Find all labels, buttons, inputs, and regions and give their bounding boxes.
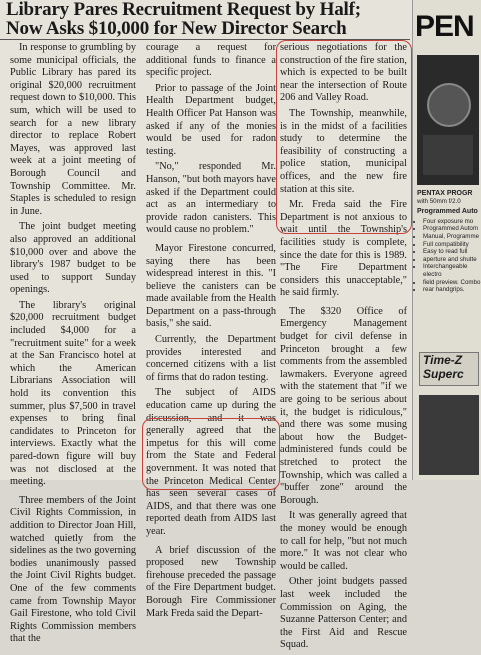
ad-bullet: • Easy to read full: [423, 248, 481, 256]
ad-bullet: • Manual, Programme: [423, 233, 481, 241]
ad-bullet: • Programmed Autom: [423, 225, 481, 233]
paragraph: A brief discussion of the proposed new Township firehouse preceded the passage of the Fire Department budget. Borough Fire Commissioner Mark Freda said the Depart-: [146, 544, 276, 619]
camera-photo: [417, 55, 479, 185]
ad2-line-1: Time-Z: [423, 353, 463, 367]
headline-rule: [0, 39, 410, 40]
headline-line-2: Now Asks $10,000 for New Director Search: [6, 18, 347, 39]
paragraph: The Township, meanwhile, is in the midst of a facilities study to determine the feasibility of constructing a police station, municipal offices, and the new fire station at this site.: [280, 107, 407, 195]
ad2-line-2: Superc: [423, 367, 464, 381]
paragraph: Three members of the Joint Civil Rights Commission, in addition to Director Joan Hill, watched quietly from the sidelines as the two governing bodies unanimously passed the Joint Civil Rights budget. One of the few comments came from Township Mayor Gail Firestone, who told Civil Rights Commission members that the: [10, 494, 136, 645]
paragraph: "No," responded Mr. Hanson, "but both mayors have asked if the Department could act as an intermediary to provide radon canisters. This would cause no problem.": [146, 161, 276, 236]
paragraph: The subject of AIDS education came up during the discussion, and it was generally agreed that the impetus for this will come from the State and Federal government. It was noted that the Princeton Medical Center has seen several cases of AIDS, and that there was one reported death from AIDS last year.: [146, 387, 276, 537]
paragraph: Currently, the Department provides interested and concerned citizens with a list of firms that do radon testing.: [146, 334, 276, 383]
ad-photo: [419, 395, 479, 475]
paragraph: Prior to passage of the Joint Health Department budget, Health Officer Pat Hanson was asked if any of the monies would be used for radon testing.: [146, 82, 276, 157]
paragraph: The joint budget meeting also approved an additional $10,000 over and above the library's 1987 budget to be used to support Sunday openings.: [10, 221, 136, 296]
ad-bullet: • Four exposure mo: [423, 218, 481, 226]
article-headline: [6, 0, 410, 38]
ad-bullet: • Full compatibility: [423, 241, 481, 249]
camera-body: [423, 135, 473, 175]
ad-line-2: with 50mm f/2.0: [417, 197, 461, 205]
camera-lens: [427, 83, 471, 127]
paragraph: courage a request for additional funds to finance a specific project.: [146, 42, 276, 79]
ad-bullet: • Interchangeable electro: [423, 263, 481, 278]
ad-heading: Programmed Auto: [417, 208, 478, 216]
headline-line-1: Library Pares Recruitment Request by Half;: [6, 0, 361, 20]
ad-brand: PEN: [415, 10, 474, 43]
paragraph: Other joint budgets passed last week included the Commission on Aging, the Suzanne Patterson Center; and the First Aid and Rescue Squad.: [280, 576, 407, 651]
camera-advertisement: [412, 0, 481, 480]
paragraph: serious negotiations for the construction of the fire station, which is expected to be built near the intersection of Route 206 and Valley Road.: [280, 42, 407, 104]
paragraph: The $320 Office of Emergency Management budget for civil defense in Princeton brought a few comments from the assembled lawmakers. Everyone agreed with the statement that "if we are going to be serious about it, the budget is ridiculous," and there was some musing about how the Budget-administered funds could be stretched to protect the Township, which was called a "buffer zone" around the Borough.: [280, 305, 407, 506]
paragraph: In response to grumbling by some municipal officials, the Public Library has pared its original $20,000 recruitment request down to $10,000. This sum, which will be used to search for a new library director to replace Robert Mayes, was approved last week at a joint meeting of Borough Council and Township Committee. Mr. Staples is scheduled to resign in June.: [10, 42, 136, 217]
ad-bullet: • rear handgrips.: [423, 286, 481, 294]
paragraph: Mr. Freda said the Fire Department is not anxious to wait until the Township's facilities study is complete, since the date for this is 1989. "The Fire Department considers this unacceptable," he said firmly.: [280, 199, 407, 299]
article-column-1: [10, 42, 136, 649]
second-advertisement: [419, 352, 479, 386]
ad-bullet: • field preview. Combo: [423, 279, 481, 287]
paragraph: It was generally agreed that the money would be enough to call for help, "but not much more." It was not clear who would be called.: [280, 510, 407, 572]
paragraph: Mayor Firestone concurred, saying there has been widespread interest in this. "I believe the canisters can be made available from the Health Department on a pass-through basis," she said.: [146, 242, 276, 330]
ad-bullet: • aperture and shutte: [423, 256, 481, 264]
ad-bullets: [417, 218, 481, 294]
paragraph: The library's original $20,000 recruitment budget included $4,000 for a "recruitment suite" for a week at the San Francisco hotel at which the American Librarians Association will hold its convention this summer, plus $7,500 in travel expenses to bring final candidates to Princeton for interviews. Exactly what the pared-down figure will buy was not disclosed at the meeting.: [10, 299, 136, 488]
ad-copy: [417, 190, 481, 294]
article-column-3: [280, 42, 407, 655]
ad-line-1: PENTAX PROGR: [417, 190, 473, 197]
article-column-2: [146, 42, 276, 623]
